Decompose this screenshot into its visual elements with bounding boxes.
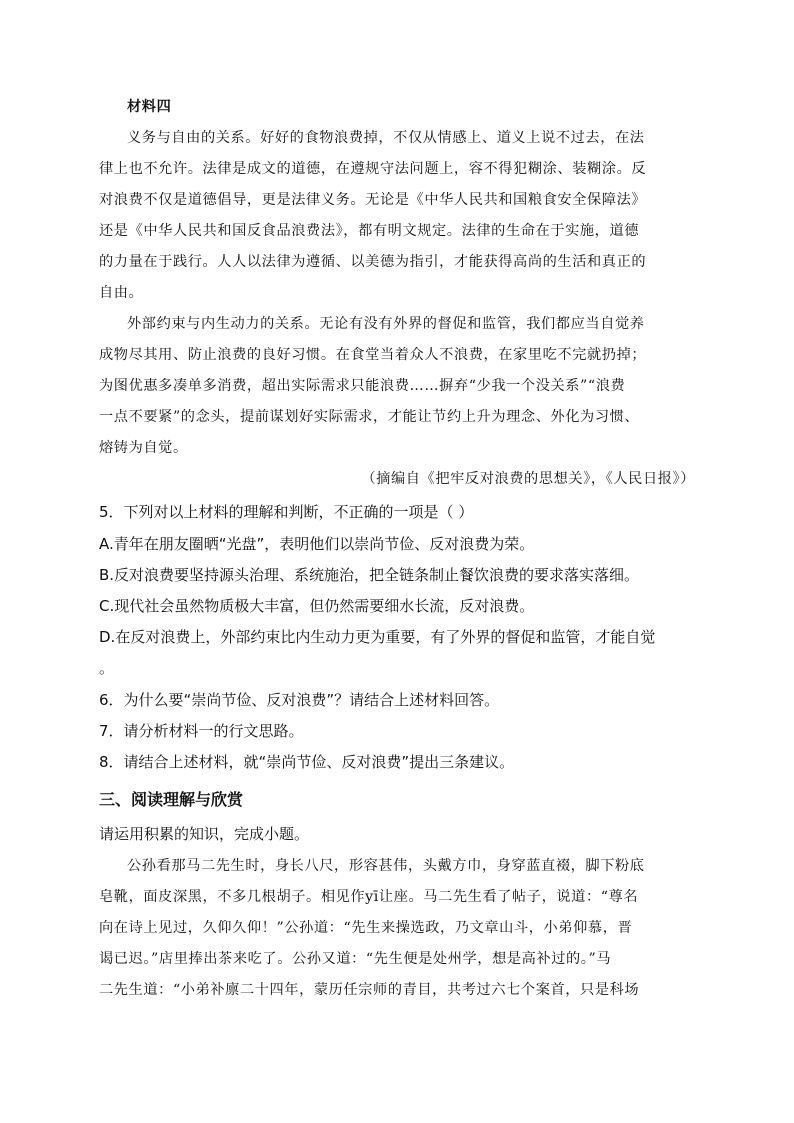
material-paragraph-line: 成物尽其用、防止浪费的良好习惯。在食堂当着众人不浪费，在家里吃不完就扔掉； [99, 347, 647, 363]
material-paragraph-line: 还是《中华人民共和国反食品浪费法》，都有明文规定。法律的生命在于实施，道德 [99, 223, 640, 239]
material-heading: 材料四 [127, 99, 172, 115]
question-5-option-c: C.现代社会虽然物质极大丰富，但仍然需要细水长流，反对浪费。 [99, 597, 535, 615]
question-8: 8．请结合上述材料，就“崇尚节俭、反对浪费”提出三条建议。 [99, 753, 515, 771]
passage-line: 皂靴，面皮深黑，不多几根胡子。相见作yī让座。马二先生看了帖子，说道：“尊名 [99, 889, 639, 905]
material-paragraph-line: 对浪费不仅是道德倡导，更是法律义务。无论是《中华人民共和国粮食安全保障法》 [99, 192, 647, 208]
material-paragraph-line: 律上也不允许。法律是成文的道德，在遵规守法问题上，容不得犯糊涂、装糊涂。反 [99, 161, 647, 177]
question-5-stem: 5．下列对以上材料的理解和判断，不正确的一项是（ ） [99, 503, 474, 521]
material-source: （摘编自《把牢反对浪费的思想关》，《人民日报》） [361, 471, 695, 487]
material-paragraph-line: 一点不要紧”的念头，提前谋划好实际需求，才能让节约上升为理念、外化为习惯、 [99, 409, 640, 425]
question-5-option-a: A.青年在朋友圈晒“光盘”，表明他们以崇尚节俭、反对浪费为荣。 [99, 535, 535, 553]
question-5-option-d: D.在反对浪费上，外部约束比内生动力更为重要，有了外界的督促和监管，才能自觉 [99, 628, 656, 646]
passage-line: 谒已迟。”店里捧出茶来吃了。公孙又道：“先生便是处州学，想是高补过的。”马 [99, 951, 612, 967]
material-paragraph-line: 自由。 [99, 285, 144, 301]
material-paragraph-line: 为图优惠多凑单多消费，超出实际需求只能浪费……摒弃“少我一个没关系”“浪费 [99, 378, 626, 394]
question-5-option-d-continuation: 。 [99, 659, 115, 677]
section-title: 三、阅读理解与欣赏 [99, 790, 244, 809]
question-6: 6．为什么要“崇尚节俭、反对浪费”？请结合上述材料回答。 [99, 691, 500, 709]
passage-line: 公孙看那马二先生时，身长八尺，形容甚伟，头戴方巾，身穿蓝直裰，脚下粉底 [127, 858, 645, 874]
material-paragraph-line: 的力量在于践行。人人以法律为遵循、以美德为指引，才能获得高尚的生活和真正的 [99, 254, 647, 270]
material-paragraph-line: 熔铸为自觉。 [99, 440, 188, 456]
question-5-option-b: B.反对浪费要坚持源头治理、系统施治，把全链条制止餐饮浪费的要求落实落细。 [99, 566, 640, 584]
section-instruction: 请运用积累的知识，完成小题。 [99, 825, 310, 843]
passage-line: 二先生道：“小弟补廪二十四年，蒙历任宗师的青目，共考过六七个案首，只是科场 [99, 982, 640, 998]
passage-line: 向在诗上见过，久仰久仰！”公孙道：“先生来操选政，乃文章山斗，小弟仰慕，晋 [99, 920, 633, 936]
question-7: 7．请分析材料一的行文思路。 [99, 722, 304, 740]
material-paragraph-line: 义务与自由的关系。好好的食物浪费掉，不仅从情感上、道义上说不过去，在法 [127, 130, 645, 146]
material-paragraph-line: 外部约束与内生动力的关系。无论有没有外界的督促和监管，我们都应当自觉养 [127, 316, 645, 332]
